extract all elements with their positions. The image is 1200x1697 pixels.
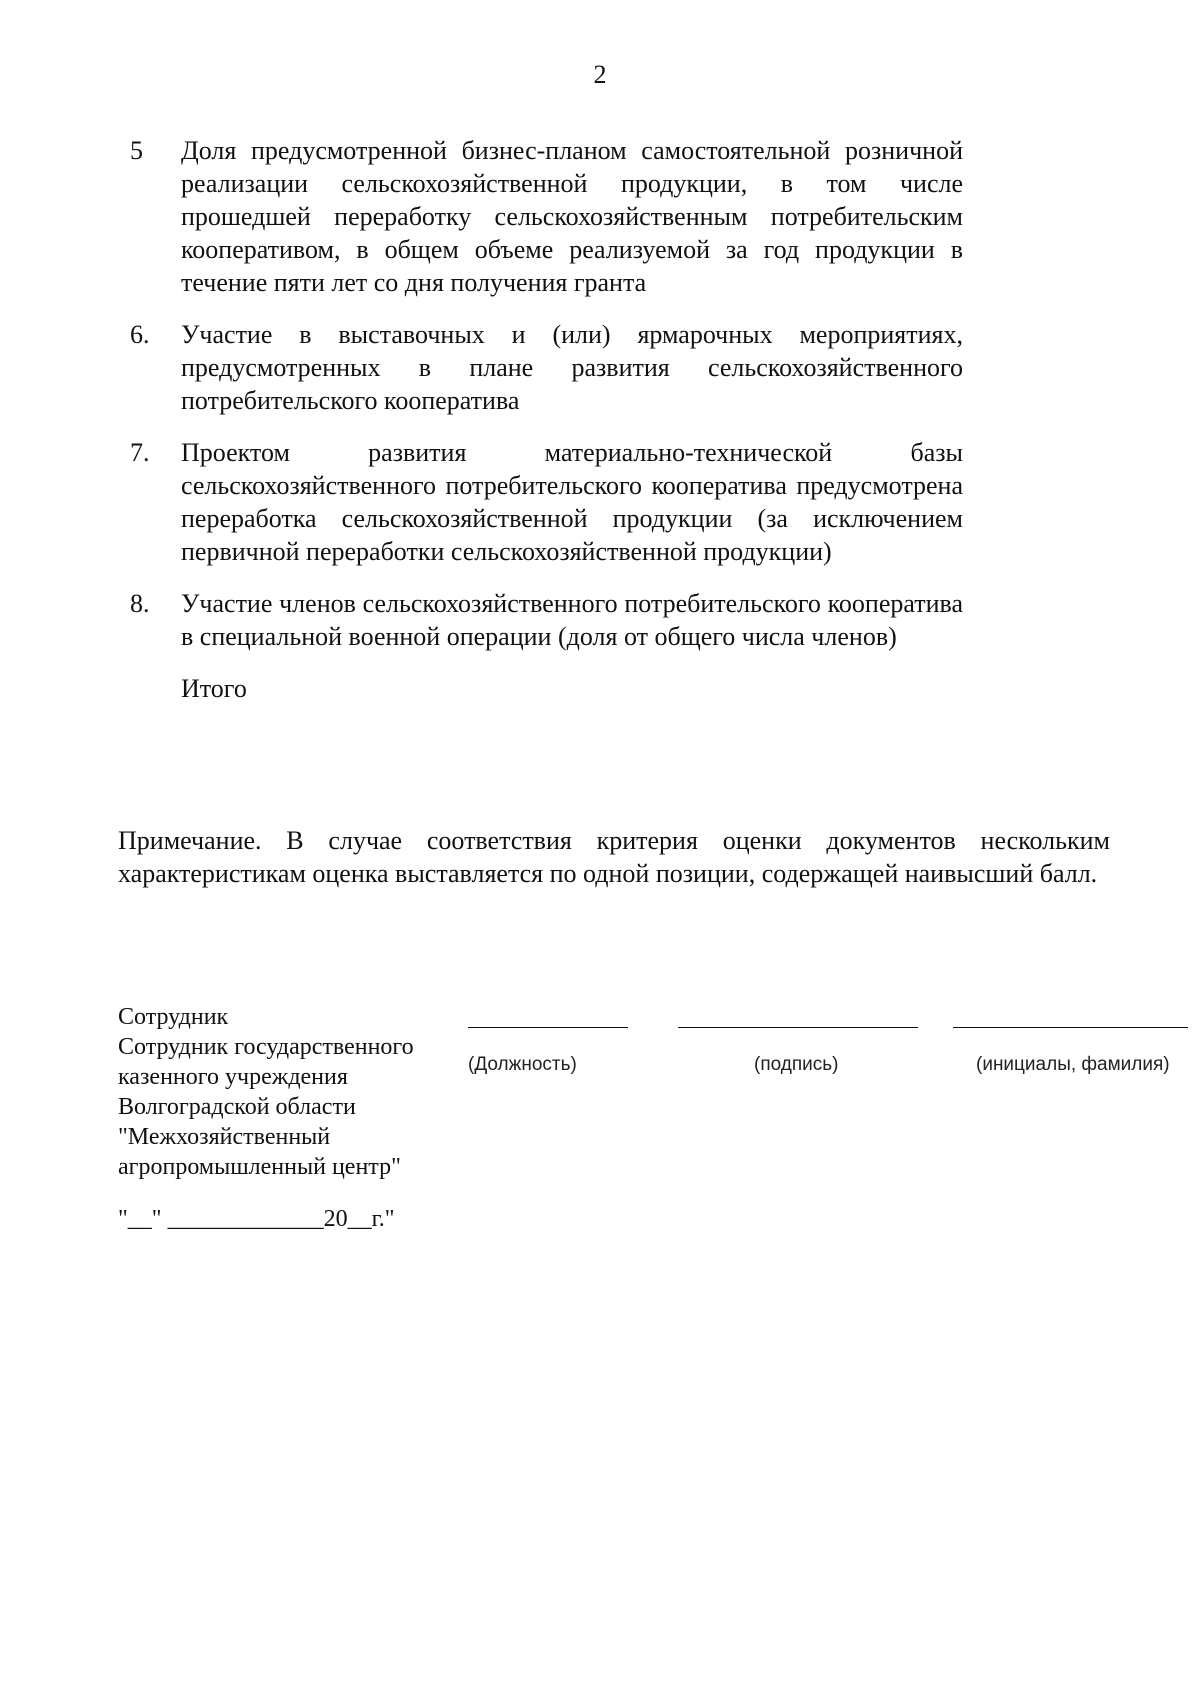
- criteria-list: [118, 134, 963, 705]
- name-caption: (инициалы, фамилия): [976, 1054, 1170, 1075]
- criterion-text: Доля предусмотренной бизнес-планом самостоятельной розничной реализации сельскохозяйственной продукции, в том числе прошедшей переработку сельскохозяйственным потребительским кооперативом, в общем объеме реализуемой за год продукции в течение пяти лет со дня получения гранта: [181, 136, 963, 297]
- signatory-organization: [118, 1002, 463, 1182]
- criterion-text: Проектом развития материально-технической базы сельскохозяйственного потребительского кооператива предусмотрена переработка сельскохозяйственной продукции (за исключением первичной переработки сельскохозяйственной продукции): [181, 438, 963, 566]
- criterion-text: Участие в выставочных и (или) ярмарочных мероприятиях, предусмотренных в плане развития сельскохозяйственного потребительского кооператива: [181, 320, 963, 415]
- criterion-number: 8.: [130, 589, 150, 618]
- criterion-item: [118, 436, 963, 568]
- name-blank-line: [953, 1027, 1188, 1028]
- criterion-item: [118, 587, 963, 653]
- signatory-line: Сотрудник: [118, 1004, 229, 1030]
- signatory-line: "Межхозяйственный: [118, 1124, 331, 1150]
- criterion-number: 7.: [130, 438, 150, 467]
- note-paragraph: Примечание. В случае соответствия критерия оценки документов нескольким характеристикам оценка выставляется по одной позиции, содержащей наивысший балл.: [118, 826, 1110, 888]
- criterion-item: [118, 134, 963, 299]
- position-caption: (Должность): [468, 1054, 577, 1075]
- signature-block: [118, 1002, 1188, 1202]
- signatory-line: казенного учреждения: [118, 1064, 348, 1090]
- criterion-number: 6.: [130, 320, 150, 349]
- total-label: Итого: [181, 674, 247, 703]
- criterion-number: 5: [130, 136, 143, 165]
- signatory-line: агропромышленный центр": [118, 1154, 401, 1180]
- signature-blank-line: [678, 1027, 918, 1028]
- signature-caption: (подпись): [754, 1054, 839, 1075]
- page-number: 2: [593, 60, 607, 89]
- criterion-text: Участие членов сельскохозяйственного потребительского кооператива в специальной военной операции (доля от общего числа членов): [181, 589, 963, 651]
- date-line: "__" _____________20__г.": [118, 1206, 395, 1232]
- signatory-line: Сотрудник государственного: [118, 1034, 414, 1060]
- criterion-item: [118, 318, 963, 417]
- signatory-line: Волгоградской области: [118, 1094, 356, 1120]
- position-blank-line: [468, 1027, 628, 1028]
